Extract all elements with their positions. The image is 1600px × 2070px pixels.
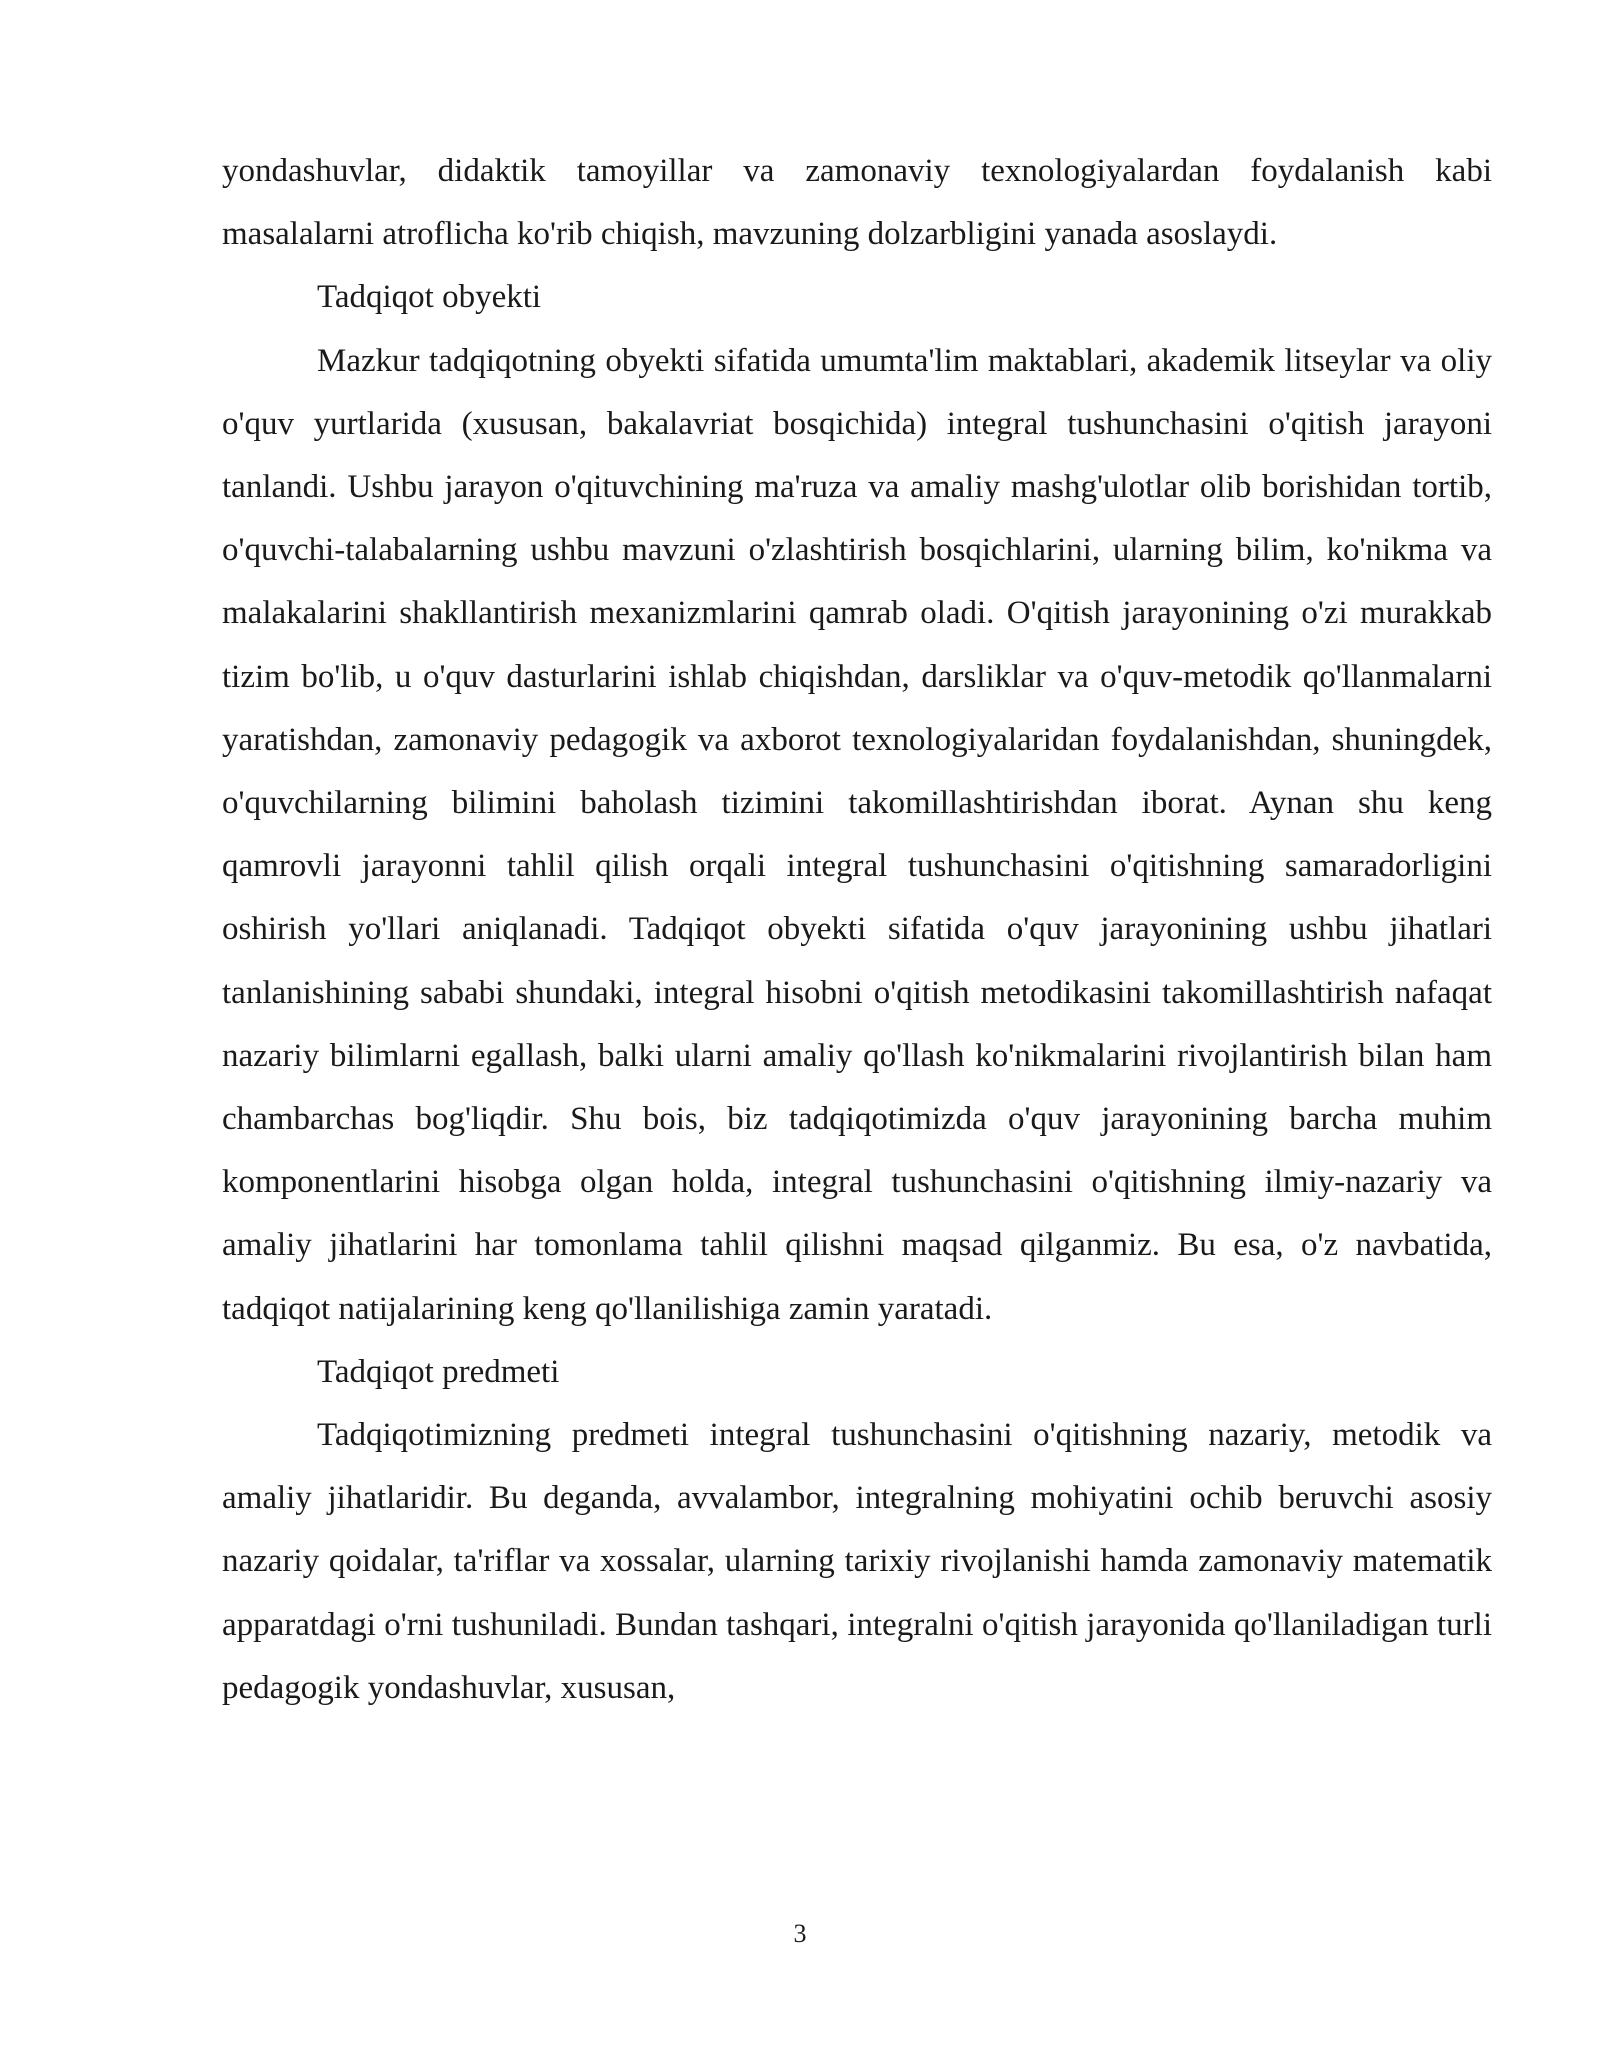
section-heading-subject: Tadqiqot predmeti [317,1353,560,1390]
section-heading-object: Tadqiqot obyekti [317,279,542,316]
object-paragraph: Mazkur tadqiqotning obyekti sifatida umumta'lim maktablari, akademik litseylar va oliy o'quv yurtlarida (xususan, bakalavriat bosqichida) integral tushunchasini o'qitish jarayoni tanlandi. Ushbu jarayon o'qituvchining ma'ruza va amaliy mashg'ulotlar olib borishidan tortib, o'quvchi-talabalarning ushbu mavzuni o'zlashtirish bosqichlarini, ularning bilim, ko'nikma va malakalarini shakllantirish mexanizmlarini qamrab oladi. O'qitish jarayonining o'zi murakkab tizim bo'lib, u o'quv dasturlarini ishlab chiqishdan, darsliklar va o'quv-metodik qo'llanmalarni yaratishdan, zamonaviy pedagogik va axborot texnologiyalaridan foydalanishdan, shuningdek, o'quvchilarning bilimini baholash tizimini takomillashtirishdan iborat. Aynan shu keng qamrovli jarayonni tahlil qilish orqali integral tushunchasini o'qitishning samaradorligini oshirish yo'llari aniqlanadi. Tadqiqot obyekti sifatida o'quv jarayonining ushbu jihatlari tanlanishining sababi shundaki, integral hisobni o'qitish metodikasini takomillashtirish nafaqat nazariy bilimlarni egallash, balki ularni amaliy qo'llash ko'nikmalarini rivojlantirish bilan ham chambarchas bog'liqdir. Shu bois, biz tadqiqotimizda o'quv jarayonining barcha muhim komponentlarini hisobga olgan holda, integral tushunchasini o'qitishning ilmiy-nazariy va amaliy jihatlarini har tomonlama tahlil qilishni maqsad qilganmiz. Bu esa, o'z navbatida, tadqiqot natijalarining keng qo'llanilishiga zamin yaratadi. [222,342,1492,1327]
continuation-paragraph: yondashuvlar, didaktik tamoyillar va zamonaviy texnologiyalardan foydalanish kabi masalalarni atroflicha ko'rib chiqish, mavzuning dolzarbligini yanada asoslaydi. [222,153,1492,253]
subject-paragraph: Tadqiqotimizning predmeti integral tushunchasini o'qitishning nazariy, metodik va amaliy jihatlaridir. Bu deganda, avvalambor, integralning mohiyatini ochib beruvchi asosiy nazariy qoidalar, ta'riflar va xossalar, ularning tarixiy rivojlanishi hamda zamonaviy matematik apparatdagi o'rni tushuniladi. Bundan tashqari, integralni o'qitish jarayonida qo'llaniladigan turli pedagogik yondashuvlar, xususan, [222,1417,1492,1706]
page-body-text [222,140,1492,1720]
page-number: 3 [793,1919,807,1948]
